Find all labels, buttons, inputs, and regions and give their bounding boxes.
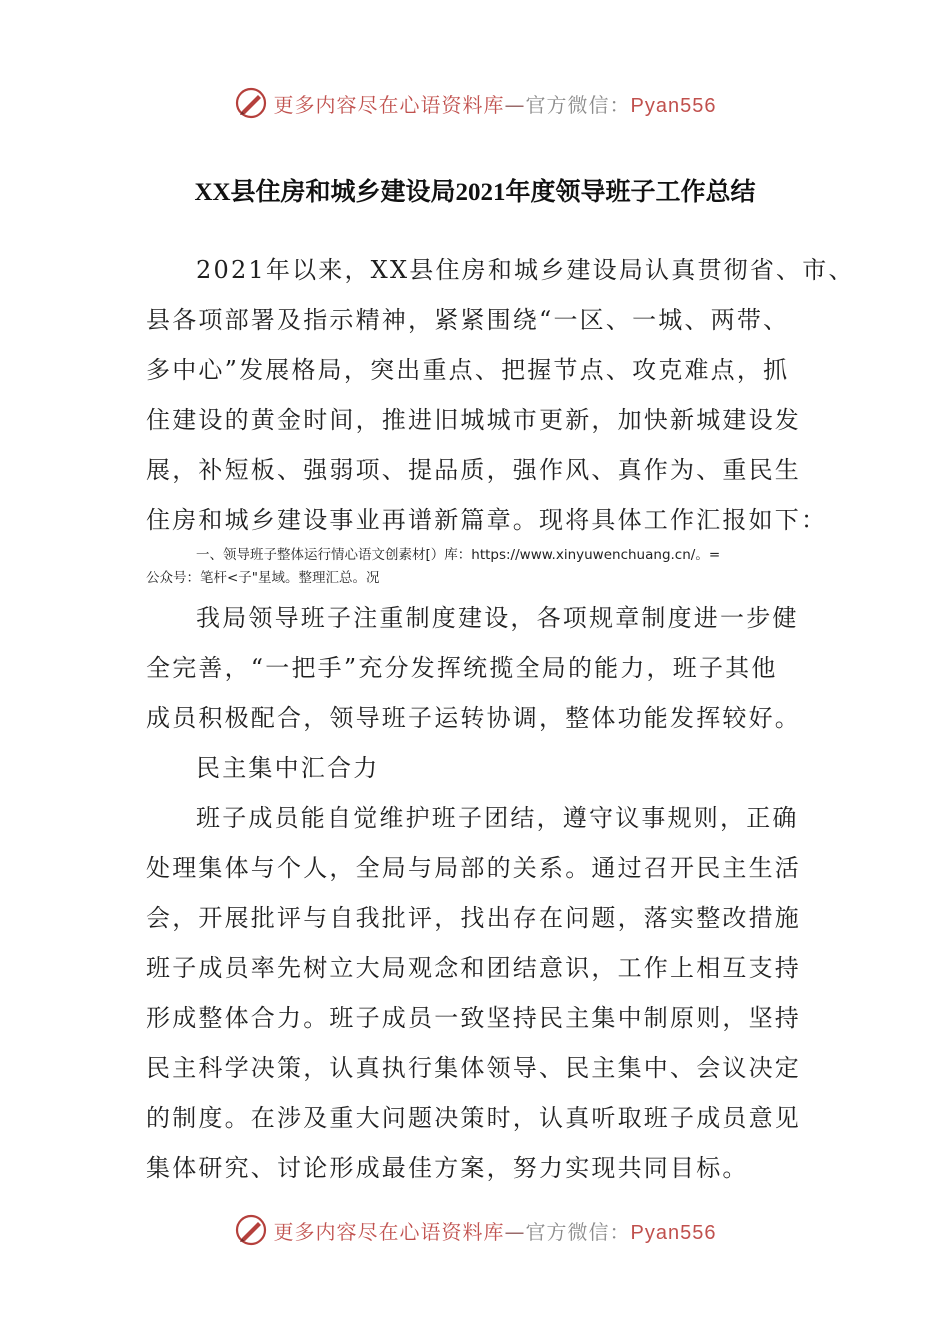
intro-line: 多中心”发展格局，突出重点、把握节点、攻克难点，抓 (146, 356, 790, 384)
footer-watermark (0, 1210, 950, 1250)
paragraph-line: 成员积极配合，领导班子运转协调，整体功能发挥较好。 (146, 704, 801, 732)
document-title: XX县住房和城乡建设局2021年度领导班子工作总结 (194, 179, 756, 206)
intro-line: 展，补短板、强弱项、提品质，强作风、真作为、重民生 (146, 456, 801, 484)
section-heading-1: 一、领导班子整体运行情心语文创素材[）库：https://www.xinyuwenchuang.cn/。= (196, 547, 721, 563)
pen-circle-logo-icon (234, 86, 268, 120)
paragraph-line: 形成整体合力。班子成员一致坚持民主集中制原则，坚持 (146, 1004, 801, 1032)
paragraph-line: 班子成员能自觉维护班子团结，遵守议事规则，正确 (196, 804, 799, 832)
paragraph-line: 全完善，“一把手”充分发挥统揽全局的能力，班子其他 (146, 654, 778, 682)
watermark-text: 更多内容尽在心语资料库—官方微信：Pyan556 (273, 92, 717, 117)
paragraph-line: 我局领导班子注重制度建设，各项规章制度进一步健 (196, 604, 799, 632)
paragraph-line: 的制度。在涉及重大问题决策时，认真听取班子成员意见 (146, 1104, 801, 1132)
header-watermark (0, 83, 950, 123)
section-heading-1-continued: 公众号：笔杆<子"星域。整理汇总。况 (146, 570, 380, 586)
intro-line: 住建设的黄金时间，推进旧城城市更新，加快新城建设发 (146, 406, 801, 434)
paragraph-line: 民主科学决策，认真执行集体领导、民主集中、会议决定 (146, 1054, 801, 1082)
intro-line: 2021年以来，XX县住房和城乡建设局认真贯彻省、市、 (196, 256, 855, 284)
paragraph-line: 会，开展批评与自我批评，找出存在问题，落实整改措施 (146, 904, 801, 932)
watermark-text: 更多内容尽在心语资料库—官方微信：Pyan556 (273, 1219, 717, 1244)
subheading: 民主集中汇合力 (196, 754, 380, 782)
intro-line: 住房和城乡建设事业再谱新篇章。现将具体工作汇报如下： (146, 506, 828, 534)
paragraph-line: 班子成员率先树立大局观念和团结意识，工作上相互支持 (146, 954, 801, 982)
paragraph-line: 集体研究、讨论形成最佳方案，努力实现共同目标。 (146, 1154, 749, 1182)
paragraph-line: 处理集体与个人，全局与局部的关系。通过召开民主生活 (146, 854, 801, 882)
pen-circle-logo-icon (234, 1213, 268, 1247)
intro-line: 县各项部署及指示精神，紧紧围绕“一区、一城、两带、 (146, 306, 790, 334)
